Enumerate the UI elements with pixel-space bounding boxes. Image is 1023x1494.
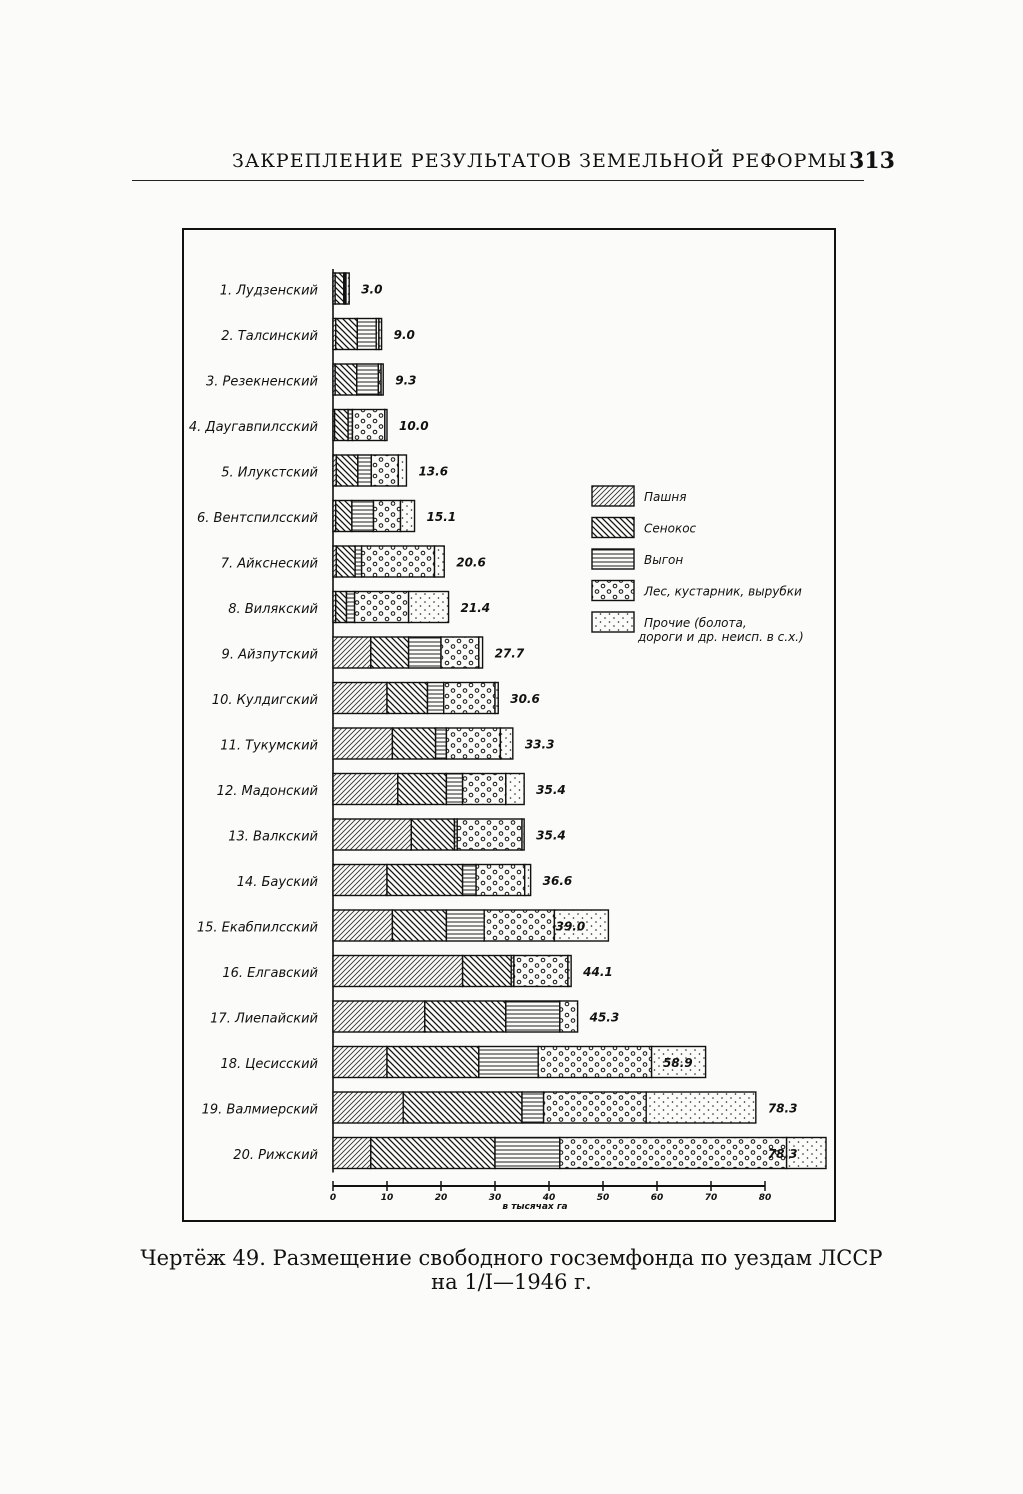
bar-segment [379,319,382,350]
bar-segment [336,546,355,577]
bar-segment [387,683,428,714]
bar-segment [392,910,446,941]
total-value-label: 9.0 [393,328,415,342]
legend-label: Прочие (болота, дороги и др. неисп. в с.х.) [638,616,804,644]
bar-segment [333,1138,371,1169]
bar-segment [560,1138,787,1169]
bar-segment [495,1138,560,1169]
page-header-title: ЗАКРЕПЛЕНИЕ РЕЗУЛЬТАТОВ ЗЕМЕЛЬНОЙ РЕФОРМЫ [232,150,848,172]
bar-segment [335,273,344,304]
bar-segment [409,592,449,623]
bar-segment [347,592,355,623]
bar-segment [392,728,435,759]
x-tick-label: 60 [650,1193,664,1203]
category-label: 18. Цесисский [220,1057,318,1072]
bar-segment [333,637,371,668]
total-value-label: 36.6 [542,874,573,888]
bar-segment [333,956,463,987]
bar-segment [371,1138,495,1169]
legend-swatch [592,518,634,538]
bar-segment [336,319,358,350]
total-value-label: 78.3 [767,1101,798,1116]
bar-segment [463,774,506,805]
bar-segment [522,1092,544,1123]
total-value-label: 15.1 [426,510,457,524]
x-axis [330,1181,771,1212]
bar-segment [374,501,401,532]
x-tick-label: 50 [596,1193,610,1203]
bar-segment [428,683,444,714]
bar-segment [522,819,524,850]
total-value-label: 45.3 [589,1010,620,1025]
bar-segment [446,910,484,941]
x-tick-label: 10 [380,1193,394,1203]
category-label: 4. Даугавпилсский [188,420,318,435]
bar-segment [444,683,495,714]
page-number: 313 [849,148,895,174]
category-label: 10. Кулдигский [211,693,318,708]
bar-segment [357,364,379,395]
legend-swatch [592,486,634,506]
bar-segment [333,865,387,896]
bar-segment [484,910,554,941]
legend-swatch [592,581,634,601]
total-value-label: 30.6 [510,692,540,706]
bar-segment [544,1092,647,1123]
total-value-label: 21.4 [460,601,491,615]
bar-segment [333,728,392,759]
category-label: 13. Валкский [228,829,318,845]
x-tick-label: 30 [488,1193,502,1203]
x-tick-label: 0 [329,1193,337,1203]
category-label: 19. Валмиерский [201,1102,318,1118]
legend-swatch [592,612,634,632]
bar-segment [479,1047,538,1078]
category-label: 16. Елгавский [222,966,318,981]
bars-layer [189,269,826,1173]
bar-segment [336,592,347,623]
figure-caption [0,1246,1023,1294]
x-tick-label: 40 [542,1193,556,1203]
bar-segment [538,1047,651,1078]
bar-segment [525,865,531,896]
total-value-label: 78.3 [767,1147,798,1161]
bar-segment [495,683,498,714]
category-label: 1. Лудзенский [219,283,318,299]
bar-segment [352,501,374,532]
bar-segment [333,1047,387,1078]
bar-segment [358,455,372,486]
category-label: 15. Екабпилсский [196,920,318,936]
category-label: 9. Айзпутский [221,647,318,663]
x-axis-label: в тысячах га [502,1202,568,1212]
legend [592,486,804,644]
bar-segment [336,455,358,486]
bar-segment [500,728,512,759]
bar-segment [436,728,447,759]
bar-segment [346,273,349,304]
bar-segment [387,1047,479,1078]
bar-segment [411,819,454,850]
total-value-label: 44.1 [583,965,613,979]
category-label: 5. Илукстский [221,465,318,481]
bar-segment [385,410,387,441]
bar-segment [335,364,357,395]
legend-label: Пашня [644,490,687,504]
category-label: 3. Резекненский [205,374,318,390]
category-label: 11. Тукумский [220,738,318,754]
bar-segment [446,774,462,805]
bar-segment [381,364,383,395]
bar-segment [457,819,522,850]
bar-segment [352,410,384,441]
bar-segment [463,956,512,987]
bar-segment [333,683,387,714]
bar-segment [387,865,463,896]
legend-swatch [592,549,634,569]
bar-segment [409,637,441,668]
x-tick-label: 80 [758,1193,772,1203]
bar-segment [335,410,349,441]
caption-line-2: на 1/I—1946 г. [431,1270,592,1294]
bar-segment [333,819,411,850]
bar-segment [441,637,479,668]
bar-segment [398,774,447,805]
total-value-label: 35.4 [536,828,566,843]
total-value-label: 33.3 [524,737,555,752]
total-value-label: 3.0 [361,282,383,297]
legend-label: Сенокос [644,521,697,536]
bar-segment [435,546,445,577]
bar-segment [646,1092,756,1123]
total-value-label: 20.6 [456,555,486,570]
bar-segment [506,774,524,805]
bar-segment [401,501,415,532]
category-label: 2. Талсинский [221,329,318,344]
category-label: 7. Айкснеский [220,556,318,572]
category-label: 17. Лиепайский [210,1011,318,1027]
category-label: 20. Рижский [233,1148,318,1163]
total-value-label: 10.0 [399,419,429,433]
x-tick-label: 70 [704,1193,718,1203]
category-label: 6. Вентспилсский [197,511,318,526]
bar-segment [333,1001,425,1032]
bar-segment [479,637,483,668]
bar-segment [463,865,477,896]
bar-segment [371,637,409,668]
bar-segment [568,956,571,987]
total-value-label: 27.7 [494,646,525,661]
bar-segment [333,910,392,941]
bar-segment [362,546,435,577]
bar-segment [355,546,361,577]
category-label: 12. Мадонский [216,784,318,799]
bar-segment [336,501,352,532]
bar-segment [355,592,409,623]
x-tick-label: 20 [434,1193,448,1203]
total-value-label: 13.6 [418,464,449,479]
total-value-label: 9.3 [395,373,417,388]
category-label: 8. Вилякский [228,602,318,617]
bar-segment [398,455,406,486]
bar-segment [403,1092,522,1123]
bar-segment [333,1092,403,1123]
total-value-label: 39.0 [555,919,586,934]
bar-segment [371,455,398,486]
bar-segment [506,1001,560,1032]
total-value-label: 58.9 [663,1056,693,1070]
category-label: 14. Бауский [236,875,318,890]
bar-segment [446,728,500,759]
caption-line-1: Чертёж 49. Размещение свободного госземфонда по уездам ЛССР [140,1246,883,1270]
bar-segment [476,865,525,896]
legend-label: Выгон [644,553,684,567]
total-value-label: 35.4 [536,783,566,797]
bar-segment [514,956,568,987]
bar-segment [333,774,398,805]
legend-label: Лес, кустарник, вырубки [644,584,802,599]
bar-segment [357,319,376,350]
bar-segment [560,1001,578,1032]
bar-segment [425,1001,506,1032]
